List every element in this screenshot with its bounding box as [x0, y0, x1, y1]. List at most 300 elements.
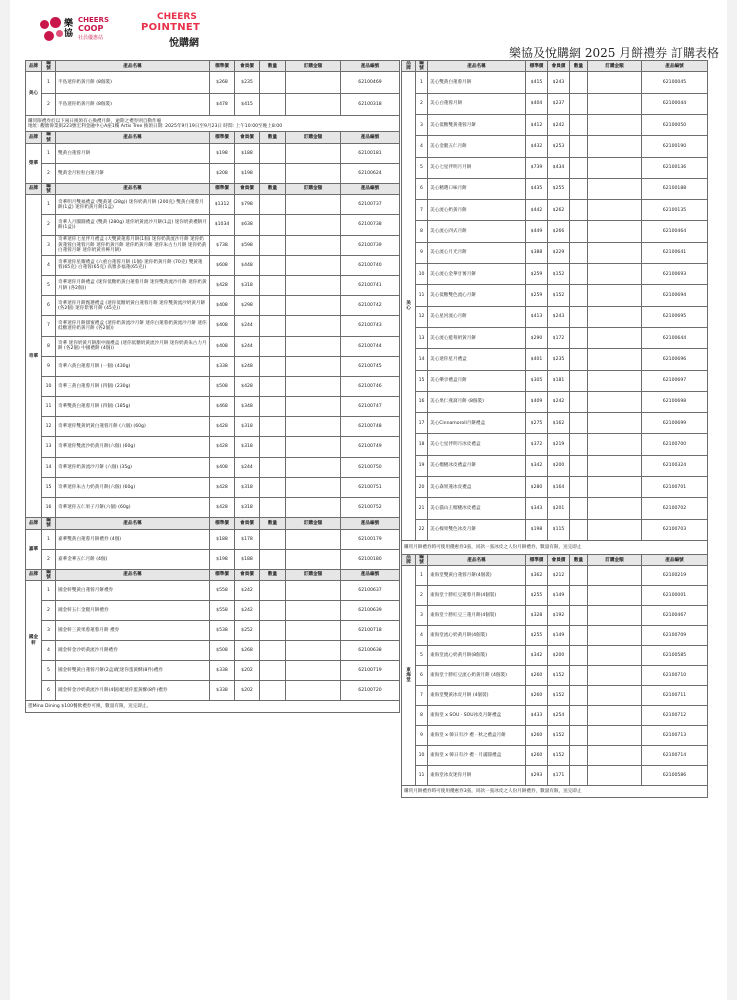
product-name: 半島迷你奶黃月餅 (8個裝)	[56, 72, 210, 94]
order-amount-field[interactable]	[588, 746, 642, 766]
header-std: 標準價	[210, 61, 235, 72]
order-amount-field[interactable]	[588, 178, 642, 199]
table-row	[26, 397, 400, 417]
item-number: 2	[416, 586, 428, 606]
quantity-field[interactable]	[570, 391, 588, 412]
table-row	[402, 726, 708, 746]
quantity-field[interactable]	[570, 706, 588, 726]
item-number: 20	[416, 477, 428, 498]
product-code: 62100744	[341, 336, 400, 356]
product-name: 東海堂 x SOU · SOU冰皮月餅禮盒	[428, 706, 526, 726]
table-row	[402, 455, 708, 476]
order-amount-field[interactable]	[286, 143, 341, 163]
table-row	[26, 601, 400, 621]
order-amount-field[interactable]	[286, 72, 341, 94]
quantity-field[interactable]	[570, 766, 588, 786]
group-note: 購買月餅禮券時可使用優惠券3張，同款一張冰皮之人份月餅禮券，數量有限，送完即止	[402, 786, 708, 798]
product-name: 嘉華雙黃白蓮蓉月餅禮券 (4個)	[56, 529, 210, 549]
table-row	[402, 498, 708, 519]
quantity-field[interactable]	[260, 195, 286, 215]
order-amount-field[interactable]	[286, 163, 341, 183]
product-code: 62100714	[642, 746, 708, 766]
standard-price: $260	[526, 746, 548, 766]
quantity-field[interactable]	[260, 417, 286, 437]
order-amount-field[interactable]	[286, 275, 341, 295]
member-price: $235	[548, 349, 570, 370]
order-amount-field[interactable]	[588, 157, 642, 178]
product-code: 62100641	[642, 242, 708, 263]
item-number: 14	[42, 457, 56, 477]
note-row	[402, 786, 708, 798]
order-amount-field[interactable]	[286, 641, 341, 661]
header-name: 產品名稱	[56, 518, 210, 529]
order-amount-field[interactable]	[286, 477, 341, 497]
quantity-field[interactable]	[260, 397, 286, 417]
brand1-en2: COOP	[78, 24, 104, 33]
quantity-field[interactable]	[260, 529, 286, 549]
product-code: 62100586	[642, 766, 708, 786]
header-no: 編號	[42, 518, 56, 529]
quantity-field[interactable]	[260, 498, 286, 518]
product-code: 62100639	[341, 601, 400, 621]
product-name: 嘉華金華五仁月餅 (4個)	[56, 549, 210, 569]
quantity-field[interactable]	[260, 215, 286, 235]
member-price: $152	[548, 746, 570, 766]
quantity-field[interactable]	[260, 163, 286, 183]
product-name: 美心低糖雙黃蓮蓉月餅	[428, 115, 526, 136]
product-code: 62100045	[642, 72, 708, 93]
product-name: 雙黃白蓮蓉月餅	[56, 143, 210, 163]
order-amount-field[interactable]	[588, 93, 642, 114]
header-name: 產品名稱	[428, 554, 526, 565]
header-code: 產品編號	[341, 132, 400, 143]
item-number: 13	[416, 327, 428, 348]
order-amount-field[interactable]	[286, 549, 341, 569]
quantity-field[interactable]	[570, 93, 588, 114]
quantity-field[interactable]	[570, 646, 588, 666]
order-amount-field[interactable]	[286, 215, 341, 235]
order-amount-field[interactable]	[286, 235, 341, 255]
quantity-field[interactable]	[570, 72, 588, 93]
standard-price: $428	[210, 275, 235, 295]
standard-price: $428	[210, 437, 235, 457]
quantity-field[interactable]	[260, 641, 286, 661]
order-amount-field[interactable]	[588, 766, 642, 786]
cheers-pointnet-logo	[135, 10, 230, 50]
header-code: 產品編號	[341, 518, 400, 529]
quantity-field[interactable]	[260, 437, 286, 457]
order-amount-field[interactable]	[588, 413, 642, 434]
order-amount-field[interactable]	[588, 726, 642, 746]
member-price: $244	[235, 316, 260, 336]
order-amount-field[interactable]	[286, 457, 341, 477]
member-price: $318	[235, 437, 260, 457]
header-code: 產品編號	[642, 554, 708, 565]
quantity-field[interactable]	[260, 143, 286, 163]
quantity-field[interactable]	[260, 356, 286, 376]
product-name: 國金軒五仁金腿月餅禮券	[56, 601, 210, 621]
quantity-field[interactable]	[570, 327, 588, 348]
header-member: 會員價	[235, 132, 260, 143]
quantity-field[interactable]	[260, 457, 286, 477]
table-row	[402, 221, 708, 242]
item-number: 1	[42, 581, 56, 601]
product-code: 62100739	[341, 235, 400, 255]
order-amount-field[interactable]	[588, 327, 642, 348]
product-name: 東海堂流心奶黃月餅(4個裝)	[428, 626, 526, 646]
quantity-field[interactable]	[570, 221, 588, 242]
order-amount-field[interactable]	[588, 646, 642, 666]
member-price: $152	[548, 726, 570, 746]
order-amount-field[interactable]	[286, 529, 341, 549]
quantity-field[interactable]	[570, 519, 588, 540]
product-code: 62100188	[642, 178, 708, 199]
standard-price: $362	[526, 566, 548, 586]
order-amount-field[interactable]	[286, 397, 341, 417]
note-row	[26, 701, 400, 713]
header-name: 產品名稱	[56, 569, 210, 580]
item-number: 15	[416, 370, 428, 391]
product-name: 國金軒金沙奶黃流沙月餅禮券	[56, 641, 210, 661]
quantity-field[interactable]	[260, 621, 286, 641]
brand-cell: 奇華	[26, 195, 42, 518]
header-member: 會員價	[235, 61, 260, 72]
quantity-field[interactable]	[260, 316, 286, 336]
order-amount-field[interactable]	[286, 296, 341, 316]
product-code: 62100699	[642, 413, 708, 434]
brand2-cn: 悅購網	[169, 38, 199, 49]
member-price: $242	[548, 391, 570, 412]
column-header-row	[402, 61, 708, 72]
quantity-field[interactable]	[260, 581, 286, 601]
item-number: 5	[42, 661, 56, 681]
table-row	[26, 94, 400, 116]
column-header-row	[26, 183, 400, 194]
table-row	[26, 215, 400, 235]
product-code: 62100219	[642, 566, 708, 586]
order-amount-field[interactable]	[588, 72, 642, 93]
item-number: 4	[42, 255, 56, 275]
product-code: 62100696	[642, 349, 708, 370]
table-row	[26, 336, 400, 356]
order-amount-field[interactable]	[588, 666, 642, 686]
quantity-field[interactable]	[260, 94, 286, 116]
order-amount-field[interactable]	[588, 221, 642, 242]
table-row	[402, 666, 708, 686]
quantity-field[interactable]	[260, 72, 286, 94]
order-amount-field[interactable]	[588, 264, 642, 285]
table-row	[26, 621, 400, 641]
product-name: 奇華迷你五仁果子月餅(六個) (60g)	[56, 498, 210, 518]
order-amount-field[interactable]	[286, 498, 341, 518]
quantity-field[interactable]	[570, 370, 588, 391]
quantity-field[interactable]	[260, 235, 286, 255]
order-amount-field[interactable]	[286, 661, 341, 681]
table-row	[26, 195, 400, 215]
table-row	[402, 586, 708, 606]
table-row	[26, 581, 400, 601]
quantity-field[interactable]	[260, 376, 286, 396]
item-number: 13	[42, 437, 56, 457]
order-amount-field[interactable]	[286, 601, 341, 621]
standard-price: $372	[526, 434, 548, 455]
product-code: 62100637	[341, 581, 400, 601]
product-name: 美心森果蓮冰皮禮盒	[428, 477, 526, 498]
table-row	[26, 376, 400, 396]
member-price: $201	[548, 498, 570, 519]
product-code: 62100719	[341, 661, 400, 681]
quantity-field[interactable]	[570, 477, 588, 498]
quantity-field[interactable]	[570, 746, 588, 766]
quantity-field[interactable]	[570, 200, 588, 221]
member-price: $255	[548, 178, 570, 199]
quantity-field[interactable]	[260, 549, 286, 569]
order-amount-field[interactable]	[588, 391, 642, 412]
member-price: $188	[235, 549, 260, 569]
group-note: 購買月餅禮券時可使用優惠券3張，同款一張冰皮之人份月餅禮券，數量有限，送完即止	[402, 540, 708, 554]
header-remark: 訂購金額	[286, 61, 341, 72]
header-no: 編號	[42, 569, 56, 580]
order-amount-field[interactable]	[286, 94, 341, 116]
item-number: 1	[42, 72, 56, 94]
product-name: 奇華迷你月餅甜蜜禮盒 (迷你奶黃流沙月餅 迷你白蓮蓉奶黃流沙月餅 迷你低糖迷你奶黃月餅 (各2個))	[56, 316, 210, 336]
order-amount-field[interactable]	[286, 376, 341, 396]
quantity-field[interactable]	[570, 285, 588, 306]
product-code: 62100324	[642, 455, 708, 476]
quantity-field[interactable]	[570, 136, 588, 157]
table-row	[26, 477, 400, 497]
order-amount-field[interactable]	[588, 498, 642, 519]
item-number: 22	[416, 519, 428, 540]
order-amount-field[interactable]	[286, 195, 341, 215]
quantity-field[interactable]	[570, 413, 588, 434]
quantity-field[interactable]	[260, 477, 286, 497]
order-amount-field[interactable]	[286, 581, 341, 601]
order-amount-field[interactable]	[588, 706, 642, 726]
order-amount-field[interactable]	[588, 434, 642, 455]
item-number: 6	[416, 666, 428, 686]
product-code: 62100190	[642, 136, 708, 157]
standard-price: $468	[210, 397, 235, 417]
order-amount-field[interactable]	[588, 566, 642, 586]
standard-price: $408	[210, 457, 235, 477]
order-amount-field[interactable]	[588, 200, 642, 221]
product-code: 62100694	[642, 285, 708, 306]
order-amount-field[interactable]	[286, 621, 341, 641]
order-amount-field[interactable]	[588, 136, 642, 157]
quantity-field[interactable]	[570, 306, 588, 327]
standard-price: $188	[210, 529, 235, 549]
header-no: 編號	[416, 61, 428, 72]
quantity-field[interactable]	[260, 275, 286, 295]
standard-price: $404	[526, 93, 548, 114]
quantity-field[interactable]	[570, 586, 588, 606]
brand1-en1: CHEERS	[78, 16, 109, 24]
member-price: $262	[548, 200, 570, 221]
order-amount-field[interactable]	[588, 370, 642, 391]
order-amount-field[interactable]	[286, 437, 341, 457]
standard-price: $428	[210, 477, 235, 497]
member-price: $242	[235, 581, 260, 601]
table-row	[402, 306, 708, 327]
table-row	[402, 115, 708, 136]
product-name: 東海堂雙黃冰皮月餅 (4個裝)	[428, 686, 526, 706]
quantity-field[interactable]	[260, 255, 286, 275]
quantity-field[interactable]	[570, 498, 588, 519]
order-amount-field[interactable]	[588, 519, 642, 540]
quantity-field[interactable]	[570, 626, 588, 646]
quantity-field[interactable]	[260, 681, 286, 701]
product-code: 62100180	[341, 549, 400, 569]
header-brand: 品牌	[402, 61, 416, 72]
product-code: 62100695	[642, 306, 708, 327]
table-row	[402, 349, 708, 370]
product-code: 62100136	[642, 157, 708, 178]
header-brand: 品牌	[26, 183, 42, 194]
header-member: 會員價	[548, 61, 570, 72]
standard-price: $1034	[210, 215, 235, 235]
standard-price: $442	[526, 200, 548, 221]
order-amount-field[interactable]	[286, 255, 341, 275]
quantity-field[interactable]	[570, 455, 588, 476]
quantity-field[interactable]	[570, 157, 588, 178]
standard-price: $1312	[210, 195, 235, 215]
header-brand: 品牌	[26, 61, 42, 72]
quantity-field[interactable]	[260, 296, 286, 316]
brand-cell: 美心	[26, 72, 42, 116]
product-name: 美心迷你星月禮盒	[428, 349, 526, 370]
product-code: 62100749	[341, 437, 400, 457]
brand1-sub: 社員優惠站	[78, 35, 104, 41]
header-remark: 訂購金額	[588, 554, 642, 565]
order-amount-field[interactable]	[286, 356, 341, 376]
order-amount-field[interactable]	[588, 586, 642, 606]
table-row	[402, 626, 708, 646]
product-code: 62100469	[341, 72, 400, 94]
item-number: 4	[42, 641, 56, 661]
quantity-field[interactable]	[260, 601, 286, 621]
product-name: 奇華迷你朱古力奶黃月餅(六個) (60g)	[56, 477, 210, 497]
product-code: 62100748	[341, 417, 400, 437]
header-std: 標準價	[526, 554, 548, 565]
table-row	[402, 566, 708, 586]
standard-price: $328	[526, 606, 548, 626]
product-code: 62100644	[642, 327, 708, 348]
standard-price: $260	[526, 726, 548, 746]
product-name: 美心低糖雙色流心月餅	[428, 285, 526, 306]
order-amount-field[interactable]	[286, 316, 341, 336]
product-name: 美心七星伴明月冰皮禮盒	[428, 434, 526, 455]
quantity-field[interactable]	[570, 666, 588, 686]
standard-price: $739	[526, 157, 548, 178]
standard-price: $412	[526, 115, 548, 136]
standard-price: $290	[526, 327, 548, 348]
product-code: 62100700	[642, 434, 708, 455]
product-code: 62100752	[341, 498, 400, 518]
order-amount-field[interactable]	[588, 115, 642, 136]
quantity-field[interactable]	[570, 726, 588, 746]
order-amount-field[interactable]	[588, 349, 642, 370]
standard-price: $338	[210, 661, 235, 681]
quantity-field[interactable]	[570, 349, 588, 370]
quantity-field[interactable]	[570, 566, 588, 586]
order-amount-field[interactable]	[588, 606, 642, 626]
order-amount-field[interactable]	[286, 336, 341, 356]
product-code: 62100624	[341, 163, 400, 183]
product-name: 美心流心金華甘薯月餅	[428, 264, 526, 285]
member-price: $152	[548, 285, 570, 306]
member-price: $318	[235, 498, 260, 518]
quantity-field[interactable]	[570, 115, 588, 136]
standard-price: $259	[526, 285, 548, 306]
product-name: 美心流心四式月餅	[428, 221, 526, 242]
table-row	[402, 242, 708, 263]
order-amount-field[interactable]	[588, 477, 642, 498]
table-row	[26, 681, 400, 701]
item-number: 5	[416, 157, 428, 178]
product-name: 奇華明月雙福禮盒 (雙黃蓮 (28g)) 迷你奶黃月餅 (200克) 雙黃白蓮蓉月餅(1盒) 迷你奶黃月餅(1盒)	[56, 195, 210, 215]
member-price: $434	[548, 157, 570, 178]
header-name: 產品名稱	[56, 183, 210, 194]
standard-price: $478	[210, 94, 235, 116]
item-number: 5	[42, 275, 56, 295]
order-amount-field[interactable]	[588, 686, 642, 706]
table-row	[26, 437, 400, 457]
member-price: $415	[235, 94, 260, 116]
item-number: 2	[42, 549, 56, 569]
quantity-field[interactable]	[570, 242, 588, 263]
table-row	[402, 746, 708, 766]
order-amount-field[interactable]	[588, 455, 642, 476]
table-row	[402, 72, 708, 93]
table-row	[26, 275, 400, 295]
item-number: 4	[416, 136, 428, 157]
quantity-field[interactable]	[570, 686, 588, 706]
product-name: 奇華 迷你奶黃月餅甜中國禮盒 (迷你低糖奶黃流沙月餅 迷你奶黃朱古力月餅 (各2個) 中國禮餅 (4個))	[56, 336, 210, 356]
note-row	[402, 540, 708, 554]
standard-price: $268	[210, 72, 235, 94]
right-order-table	[401, 60, 708, 798]
quantity-field[interactable]	[570, 434, 588, 455]
order-amount-field[interactable]	[588, 242, 642, 263]
member-price: $598	[235, 235, 260, 255]
order-amount-field[interactable]	[588, 285, 642, 306]
order-amount-field[interactable]	[286, 681, 341, 701]
item-number: 18	[416, 434, 428, 455]
order-amount-field[interactable]	[588, 306, 642, 327]
quantity-field[interactable]	[570, 178, 588, 199]
brand-cell: 嘉華	[26, 529, 42, 569]
order-amount-field[interactable]	[286, 417, 341, 437]
item-number: 9	[416, 726, 428, 746]
item-number: 2	[416, 93, 428, 114]
standard-price: $435	[526, 178, 548, 199]
product-code: 62100464	[642, 221, 708, 242]
quantity-field[interactable]	[260, 336, 286, 356]
order-amount-field[interactable]	[588, 626, 642, 646]
standard-price: $305	[526, 370, 548, 391]
header-brand: 品牌	[402, 554, 416, 565]
quantity-field[interactable]	[570, 264, 588, 285]
quantity-field[interactable]	[570, 606, 588, 626]
note-row	[26, 116, 400, 132]
table-row	[402, 477, 708, 498]
brand-cell: 榮華	[26, 143, 42, 183]
quantity-field[interactable]	[260, 661, 286, 681]
item-number: 16	[42, 498, 56, 518]
member-price: $244	[235, 457, 260, 477]
product-name: 國金軒金沙奶黃流沙月餅(4個)配迷你蛋黃酥(8件)禮券	[56, 681, 210, 701]
